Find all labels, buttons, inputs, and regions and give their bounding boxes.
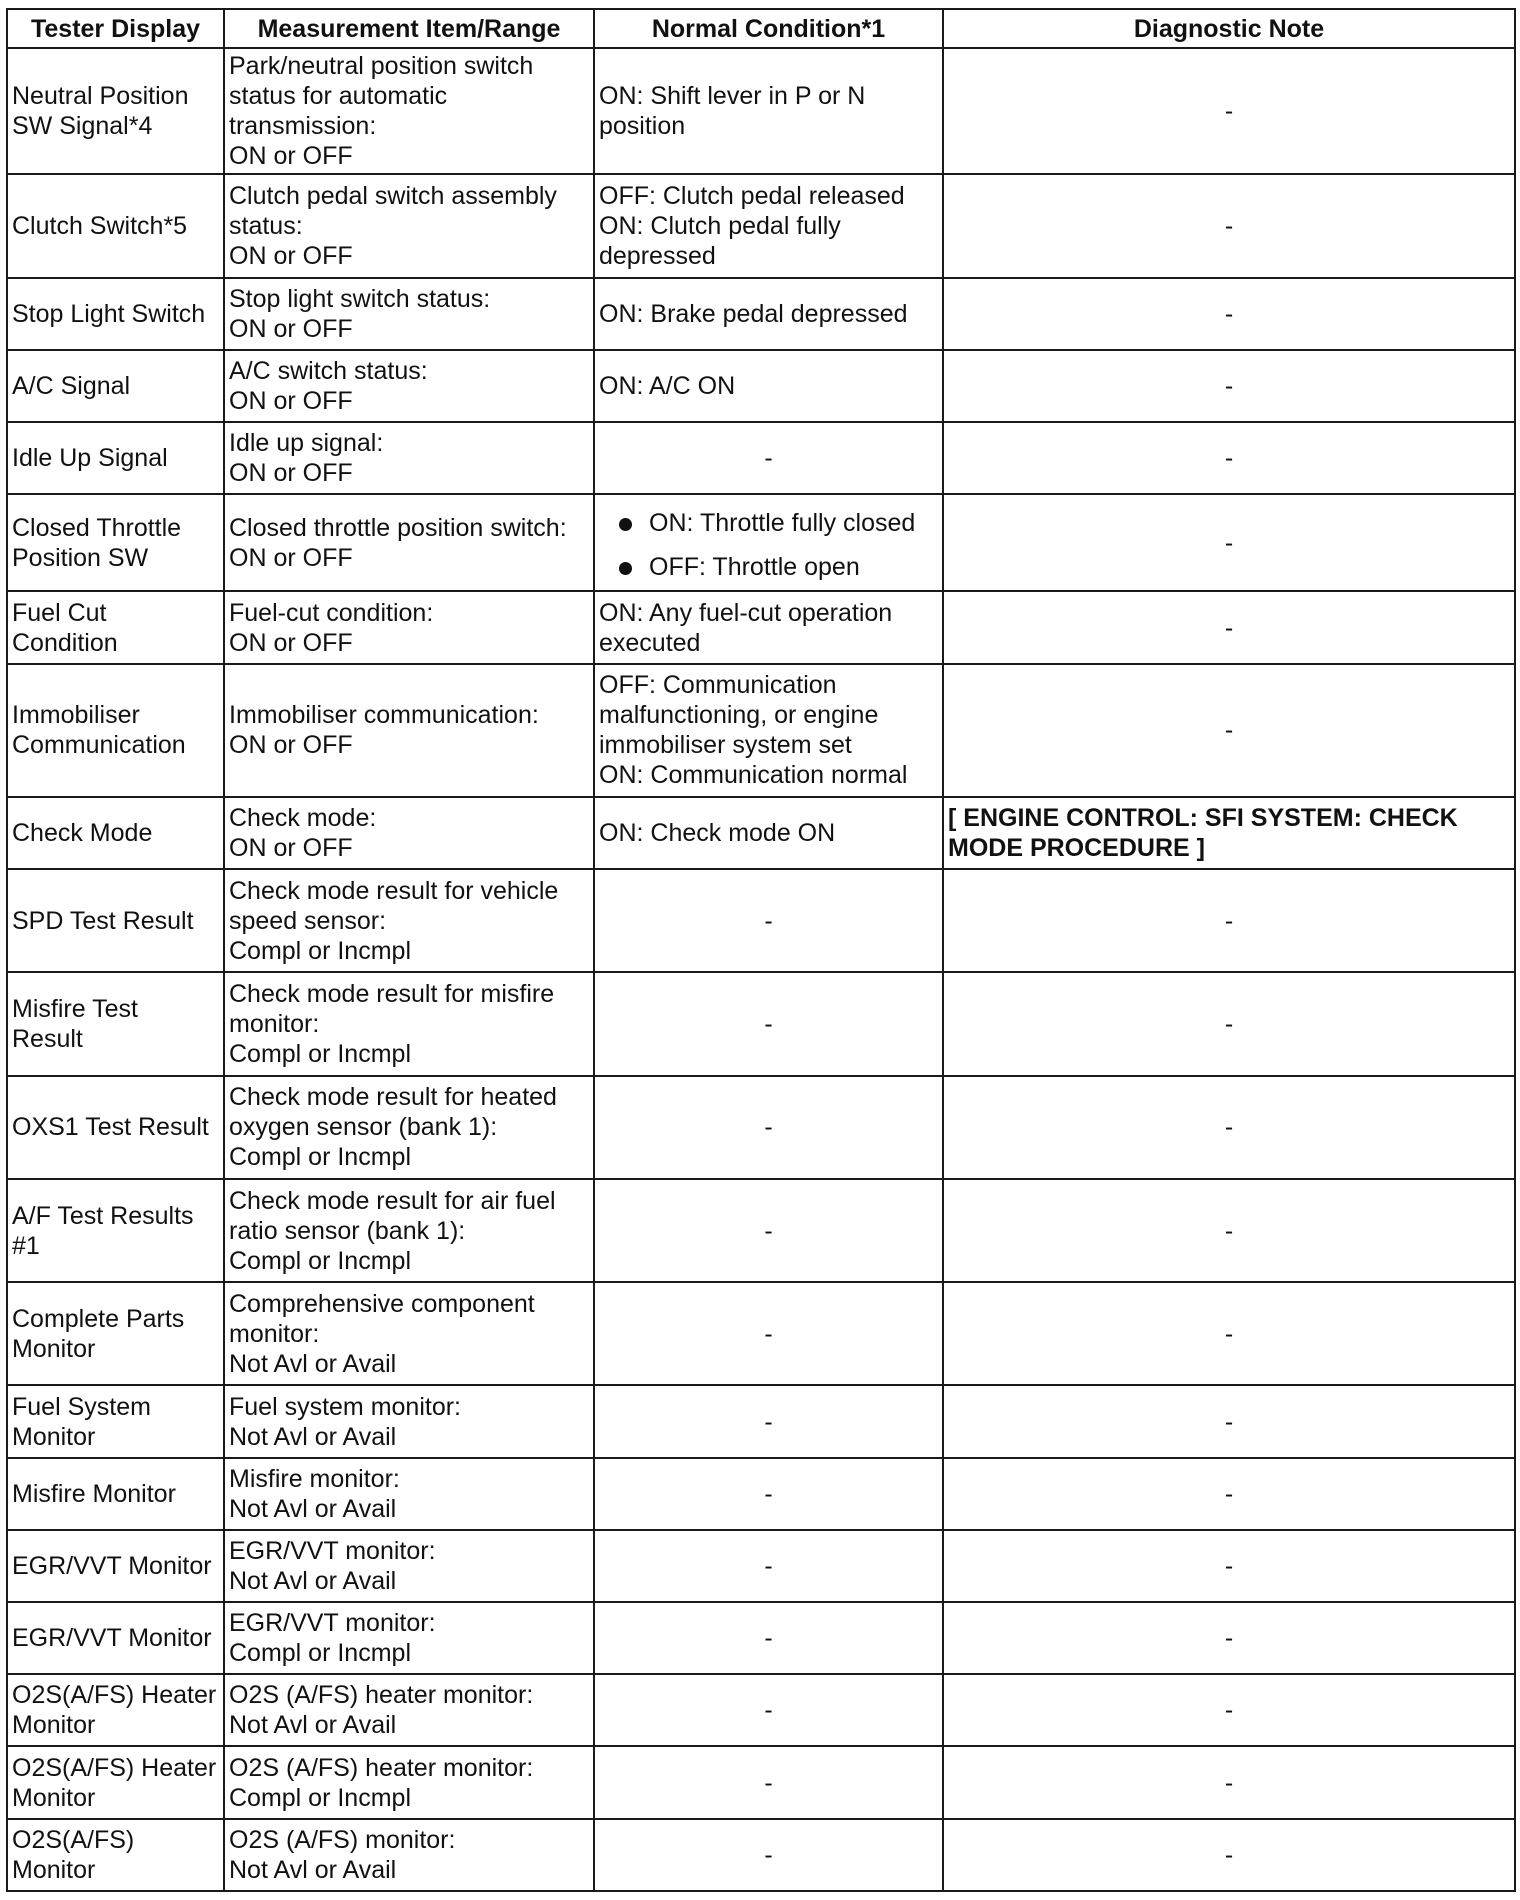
normal-condition-cell: - — [594, 1385, 943, 1457]
table-row — [7, 422, 1515, 494]
diagnostic-note-cell: - — [943, 664, 1515, 797]
table-row — [7, 1530, 1515, 1602]
diagnostic-note-cell: - — [943, 1746, 1515, 1818]
diagnostic-note-cell: - — [943, 350, 1515, 422]
diagnostic-note-cell: - — [943, 1282, 1515, 1385]
normal-condition-cell: - — [594, 422, 943, 494]
normal-condition-cell: - — [594, 1674, 943, 1746]
diagnostic-note-cell: - — [943, 591, 1515, 663]
table-row — [7, 174, 1515, 277]
measurement-item-cell: Check mode result for heated oxygen sensor (bank 1): Compl or Incmpl — [224, 1076, 594, 1179]
header-diagnostic-note: Diagnostic Note — [943, 9, 1515, 48]
normal-condition-cell: - — [594, 972, 943, 1075]
list-item: ON: Throttle fully closed — [619, 508, 938, 538]
diagnostic-note-cell: - — [943, 1076, 1515, 1179]
tester-display-cell: Check Mode — [7, 797, 224, 869]
diagnostic-note-cell: - — [943, 1674, 1515, 1746]
table-row — [7, 797, 1515, 869]
list-item: OFF: Throttle open — [619, 552, 938, 582]
tester-display-cell: A/C Signal — [7, 350, 224, 422]
table-body — [7, 48, 1515, 1891]
measurement-item-cell: Check mode result for vehicle speed sensor: Compl or Incmpl — [224, 869, 594, 972]
diagnostic-note-cell: - — [943, 1179, 1515, 1282]
tester-display-cell: EGR/VVT Monitor — [7, 1602, 224, 1674]
measurement-item-cell: Immobiliser communication: ON or OFF — [224, 664, 594, 797]
measurement-item-cell: Fuel-cut condition: ON or OFF — [224, 591, 594, 663]
normal-condition-cell: - — [594, 869, 943, 972]
tester-display-cell: Stop Light Switch — [7, 278, 224, 350]
diagnostic-note-cell: - — [943, 422, 1515, 494]
table-row — [7, 1602, 1515, 1674]
table-row — [7, 494, 1515, 591]
normal-condition-cell: ON: A/C ON — [594, 350, 943, 422]
normal-condition-cell: - — [594, 1530, 943, 1602]
diagnostic-note-cell: - — [943, 972, 1515, 1075]
table-row — [7, 664, 1515, 797]
normal-condition-list — [599, 508, 938, 582]
tester-display-cell: Fuel Cut Condition — [7, 591, 224, 663]
header-tester-display: Tester Display — [7, 9, 224, 48]
tester-display-cell: Closed Throttle Position SW — [7, 494, 224, 591]
measurement-item-cell: Park/neutral position switch status for automatic transmission: ON or OFF — [224, 48, 594, 174]
diagnostic-note-cell: - — [943, 1819, 1515, 1891]
measurement-item-cell: Misfire monitor: Not Avl or Avail — [224, 1458, 594, 1530]
measurement-item-cell: Closed throttle position switch: ON or OFF — [224, 494, 594, 591]
normal-condition-cell: ON: Any fuel-cut operation executed — [594, 591, 943, 663]
table-row — [7, 350, 1515, 422]
diagnostic-note-cell: - — [943, 1385, 1515, 1457]
measurement-item-cell: Check mode: ON or OFF — [224, 797, 594, 869]
tester-display-cell: Clutch Switch*5 — [7, 174, 224, 277]
normal-condition-cell: - — [594, 1179, 943, 1282]
normal-condition-cell: OFF: Clutch pedal released ON: Clutch pedal fully depressed — [594, 174, 943, 277]
measurement-item-cell: O2S (A/FS) heater monitor: Not Avl or Avail — [224, 1674, 594, 1746]
diagnostic-note-cell: - — [943, 1530, 1515, 1602]
header-measurement-item-range: Measurement Item/Range — [224, 9, 594, 48]
diagnostic-note-cell: - — [943, 1602, 1515, 1674]
measurement-item-cell: Check mode result for air fuel ratio sensor (bank 1): Compl or Incmpl — [224, 1179, 594, 1282]
measurement-item-cell: Comprehensive component monitor: Not Avl or Avail — [224, 1282, 594, 1385]
measurement-item-cell: Stop light switch status: ON or OFF — [224, 278, 594, 350]
normal-condition-cell: - — [594, 1746, 943, 1818]
tester-display-cell: A/F Test Results #1 — [7, 1179, 224, 1282]
normal-condition-cell: - — [594, 1282, 943, 1385]
normal-condition-cell: ON: Brake pedal depressed — [594, 278, 943, 350]
tester-display-cell: Idle Up Signal — [7, 422, 224, 494]
normal-condition-cell: ON: Shift lever in P or N position — [594, 48, 943, 174]
table-row — [7, 1458, 1515, 1530]
table-row — [7, 1385, 1515, 1457]
table-row — [7, 1179, 1515, 1282]
tester-display-cell: O2S(A/FS) Heater Monitor — [7, 1746, 224, 1818]
table-row — [7, 972, 1515, 1075]
table-row — [7, 1282, 1515, 1385]
measurement-item-cell: Clutch pedal switch assembly status: ON or OFF — [224, 174, 594, 277]
tester-display-cell: SPD Test Result — [7, 869, 224, 972]
normal-condition-cell: - — [594, 1602, 943, 1674]
data-list-sheet — [6, 8, 1514, 1892]
table-row — [7, 48, 1515, 174]
table-row — [7, 1746, 1515, 1818]
header-row — [7, 9, 1515, 48]
table-row — [7, 278, 1515, 350]
header-normal-condition: Normal Condition*1 — [594, 9, 943, 48]
diagnostic-note-cell: - — [943, 869, 1515, 972]
measurement-item-cell: O2S (A/FS) heater monitor: Compl or Incmpl — [224, 1746, 594, 1818]
tester-display-cell: OXS1 Test Result — [7, 1076, 224, 1179]
measurement-item-cell: Fuel system monitor: Not Avl or Avail — [224, 1385, 594, 1457]
table-row — [7, 1674, 1515, 1746]
diagnostic-note-cell: - — [943, 278, 1515, 350]
measurement-item-cell: Check mode result for misfire monitor: Compl or Incmpl — [224, 972, 594, 1075]
measurement-item-cell: EGR/VVT monitor: Not Avl or Avail — [224, 1530, 594, 1602]
measurement-item-cell: Idle up signal: ON or OFF — [224, 422, 594, 494]
measurement-item-cell: A/C switch status: ON or OFF — [224, 350, 594, 422]
normal-condition-cell: - — [594, 1076, 943, 1179]
tester-display-cell: Neutral Position SW Signal*4 — [7, 48, 224, 174]
normal-condition-cell: OFF: Communication malfunctioning, or engine immobiliser system set ON: Communication normal — [594, 664, 943, 797]
table-row — [7, 1819, 1515, 1891]
tester-display-cell: Fuel System Monitor — [7, 1385, 224, 1457]
tester-display-cell: Immobiliser Communication — [7, 664, 224, 797]
data-list-table — [6, 8, 1516, 1892]
normal-condition-cell: - — [594, 1458, 943, 1530]
tester-display-cell: Complete Parts Monitor — [7, 1282, 224, 1385]
table-row — [7, 1076, 1515, 1179]
diagnostic-note-cell: - — [943, 494, 1515, 591]
normal-condition-cell: ON: Check mode ON — [594, 797, 943, 869]
tester-display-cell: EGR/VVT Monitor — [7, 1530, 224, 1602]
tester-display-cell: Misfire Test Result — [7, 972, 224, 1075]
normal-condition-cell: - — [594, 1819, 943, 1891]
tester-display-cell: O2S(A/FS) Heater Monitor — [7, 1674, 224, 1746]
measurement-item-cell: EGR/VVT monitor: Compl or Incmpl — [224, 1602, 594, 1674]
table-row — [7, 591, 1515, 663]
diagnostic-note-cell: - — [943, 174, 1515, 277]
diagnostic-note-cell: - — [943, 48, 1515, 174]
normal-condition-cell — [594, 494, 943, 591]
diagnostic-note-cell: - — [943, 1458, 1515, 1530]
measurement-item-cell: O2S (A/FS) monitor: Not Avl or Avail — [224, 1819, 594, 1891]
tester-display-cell: Misfire Monitor — [7, 1458, 224, 1530]
table-row — [7, 869, 1515, 972]
check-mode-procedure-link[interactable]: [ ENGINE CONTROL: SFI SYSTEM: CHECK MODE PROCEDURE ] — [943, 797, 1515, 869]
tester-display-cell: O2S(A/FS) Monitor — [7, 1819, 224, 1891]
